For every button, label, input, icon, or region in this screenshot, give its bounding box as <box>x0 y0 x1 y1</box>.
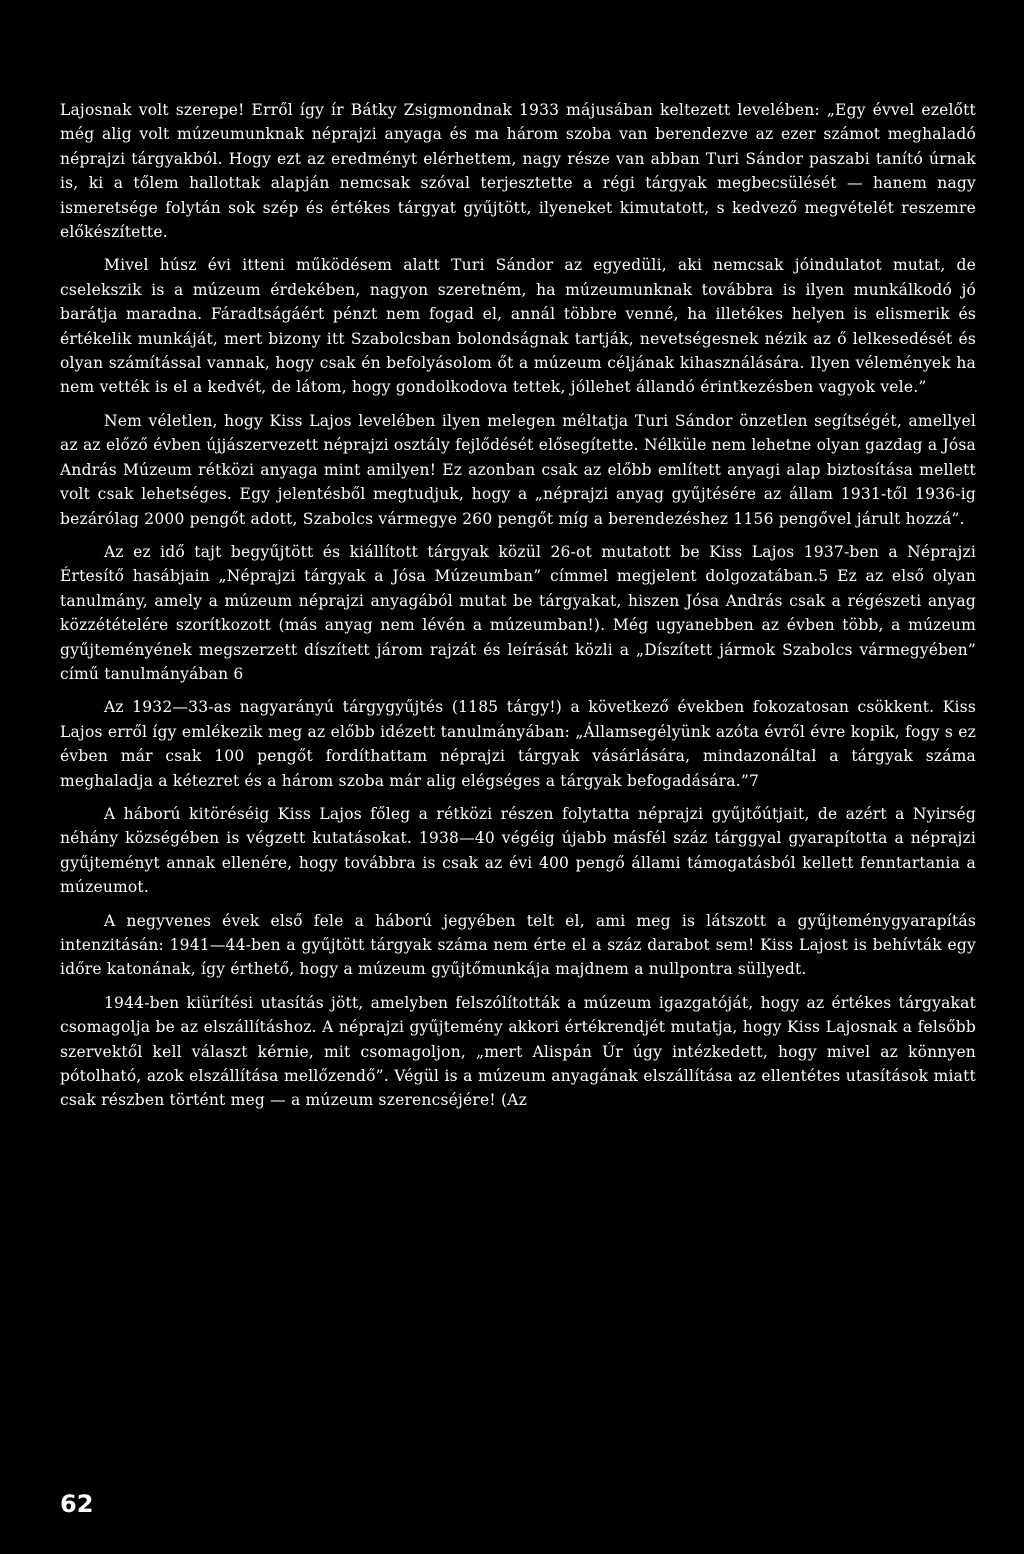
page-number: 62 <box>60 1490 94 1518</box>
paragraph-3: Nem véletlen, hogy Kiss Lajos levelében ilyen melegen méltatja Turi Sándor önzetlen segítségét, amellyel az az előző évben újjászervezett néprajzi osztály fejlődését elősegítette. Nélküle nem lehetne olyan gazdag a Jósa András Múzeum rétközi anyaga mint amilyen! Ez azonban csak az előbb említett anyagi alap biztosítása mellett volt csak lehetséges. Egy jelentésből megtudjuk, hogy a „néprajzi anyag gyűjtésére az állam 1931-től 1936-ig bezárólag 2000 pengőt adott, Szabolcs vármegye 260 pengőt míg a berendezéshez 1156 pengővel járult hozzá”. <box>60 411 976 528</box>
paragraph-7: A negyvenes évek első fele a háború jegyében telt el, ami meg is látszott a gyűjteménygyarapítás intenzitásán: 1941—44-ben a gyűjtött tárgyak száma nem érte el a száz darabot sem! Kiss Lajost is behívták egy időre katonának, így érthető, hogy a múzeum gyűjtőmunkája majdnem a nullpontra süllyedt. <box>60 911 976 979</box>
paragraph-4: Az ez idő tajt begyűjtött és kiállított tárgyak közül 26-ot mutatott be Kiss Lajos 1937-ben a Néprajzi Értesítő hasábjain „Néprajzi tárgyak a Jósa Múzeumban” címmel megjelent dolgozatában.5 Ez az első olyan tanulmány, amely a múzeum néprajzi anyagából mutat be tárgyakat, hiszen Jósa András csak a régészeti anyag közzétételére szorítkozott (más anyag nem lévén a múzeumban!). Még ugyanebben az évben több, a múzeum gyűjteményének megszerzett díszített járom rajzát és leírását közli a „Díszített jármok Szabolcs vármegyében” című tanulmányában 6 <box>60 542 976 683</box>
paragraph-6: A háború kitöréséig Kiss Lajos főleg a rétközi részen folytatta néprajzi gyűjtőútjait, de azért a Nyirség néhány községében is végzett kutatásokat. 1938—40 végéig újabb másfél száz tárggyal gyarapította a néprajzi gyűjteményt annak ellenére, hogy továbbra is csak az évi 400 pengő állami támogatásból kellett fenntartania a múzeumot. <box>60 804 976 897</box>
page-body <box>60 98 976 1122</box>
paragraph-5: Az 1932—33-as nagyarányú tárgygyűjtés (1185 tárgy!) a következő években fokozatosan csökkent. Kiss Lajos erről így emlékezik meg az előbb idézett tanulmányában: „Államsegélyünk azóta évről évre kopik, fogy s ez évben már csak 100 pengőt fordíthattam néprajzi tárgyak vásárlására, mindazonáltal a tárgyak száma meghaladja a kétezret és a három szoba már alig elégséges a tárgyak befogadására.”7 <box>60 698 976 790</box>
paragraph-2: Mivel húsz évi itteni működésem alatt Turi Sándor az egyedüli, aki nemcsak jóindulatot mutat, de cselekszik is a múzeum érdekében, nagyon szeretném, ha múzeumunknak továbbra is ilyen munkálkodó jó barátja maradna. Fáradtságáért pénzt nem fogad el, annál többre venné, ha illetékes helyen is elismerik és értékelik munkáját, mert bizony itt Szabolcsban bolondságnak tartják, nevetségesnek nézik az ő lelkesedését és olyan számítással vannak, hogy csak én befolyásolom őt a múzeum céljának kihasználására. Ilyen vélemények ha nem vették is el a kedvét, de látom, hogy gondolkodova tettek, jóllehet állandó érintkezésben vagyok vele.” <box>60 256 976 397</box>
paragraph-1: Lajosnak volt szerepe! Erről így ír Bátky Zsigmondnak 1933 májusában keltezett levelében: „Egy évvel ezelőtt még alig volt múzeumunknak néprajzi anyaga és ma három szoba van berendezve az ezer számot meghaladó néprajzi tárgyakból. Hogy ezt az eredményt elérhettem, nagy része van abban Turi Sándor paszabi tanító úrnak is, ki a tőlem hallottak alapján nemcsak szóval terjesztette a régi tárgyak megbecsülését — hanem nagy ismeretsége folytán sok szép és értékes tárgyat gyűjtött, ilyeneket kimutatott, s kedvező megvételét reszemre előkészítette. <box>60 101 976 242</box>
paragraph-8: 1944-ben kiürítési utasítás jött, amelyben felszólították a múzeum igazgatóját, hogy az értékes tárgyakat csomagolja be az elszállításhoz. A néprajzi gyűjtemény akkori értékrendjét mutatja, hogy Kiss Lajosnak a felsőbb szervektől kell választ kérnie, mit csomagoljon, „mert Alispán Úr úgy intézkedett, hogy mivel az könnyen pótolható, azok elszállítása mellőzendő”. Végül is a múzeum anyagának elszállítása az ellentétes utasítások miatt csak részben történt meg — a múzeum szerencséjére! (Az <box>60 993 976 1110</box>
